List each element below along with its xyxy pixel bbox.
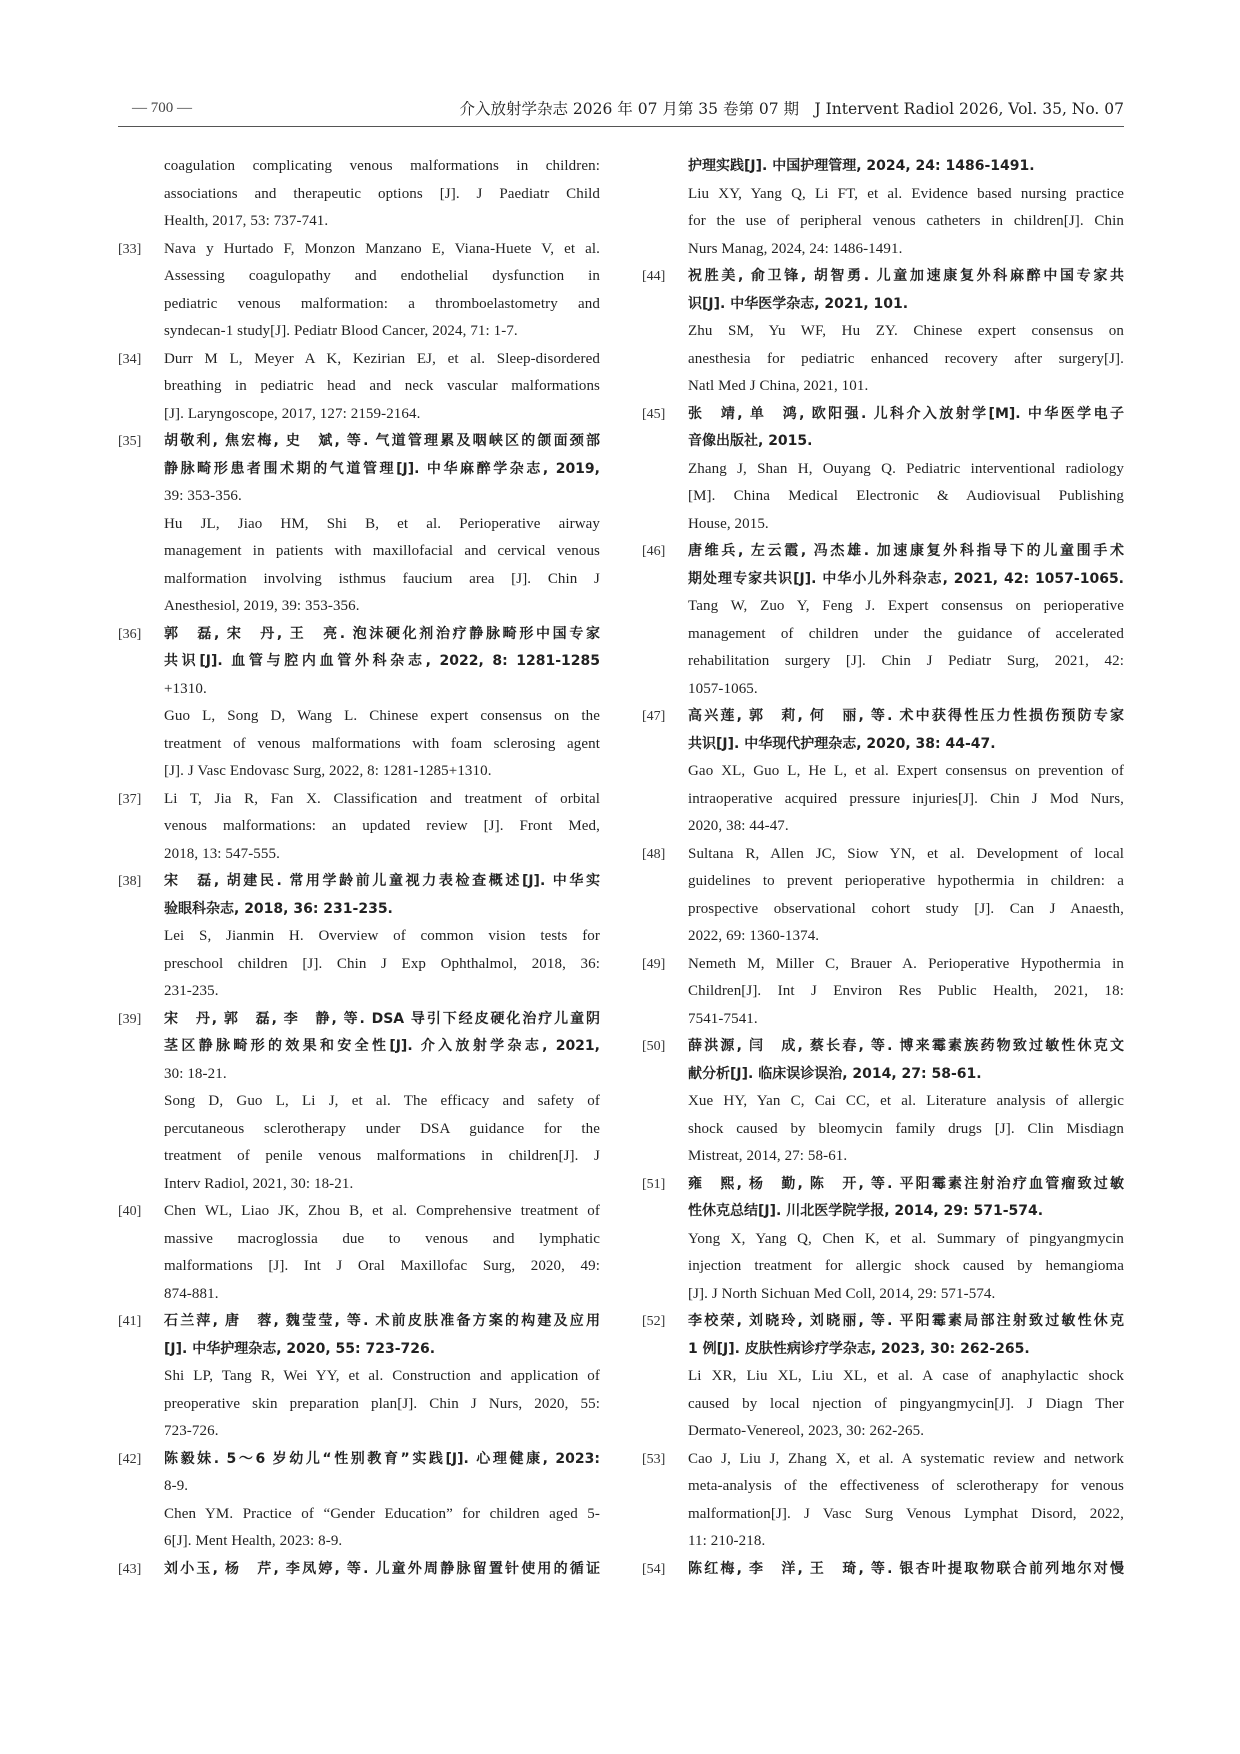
reference-number: [35]: [118, 434, 142, 449]
reference-text-line: 8-9.: [164, 1478, 189, 1494]
reference-text-line: treatment of venous malformations with foam sclerosing agent: [164, 735, 600, 752]
reference-entry: [118, 346, 600, 429]
reference-text-line: Tang W, Zuo Y, Feng J. Expert consensus on perioperative: [688, 598, 1124, 614]
reference-text-line: 2022, 69: 1360-1374.: [688, 928, 820, 944]
reference-number: [33]: [118, 241, 142, 257]
reference-text-line: 陈毅妹. 5～6 岁幼儿“性别教育”实践[J]. 心理健康, 2023:: [164, 1450, 600, 1467]
reference-text-line: 音像出版社, 2015.: [688, 433, 813, 449]
reference-text-line: 6[J]. Ment Health, 2023: 8-9.: [164, 1533, 343, 1549]
reference-text-line: Guo L, Song D, Wang L. Chinese expert consensus on the: [164, 708, 600, 724]
reference-text-line: 验眼科杂志, 2018, 36: 231-235.: [164, 900, 393, 917]
reference-text-line: 静脉畸形患者围术期的气道管理[J]. 中华麻醉学杂志, 2019,: [164, 460, 600, 477]
reference-text-line: Hu JL, Jiao HM, Shi B, et al. Perioperative airway: [164, 515, 600, 532]
reference-text-line: Zhang J, Shan H, Ouyang Q. Pediatric interventional radiology: [688, 460, 1124, 477]
reference-text-line: 共识[J]. 血管与腔内血管外科杂志, 2022, 8: 1281-1285: [164, 653, 600, 669]
reference-text-line: Nemeth M, Miller C, Brauer A. Perioperative Hypothermia in: [688, 955, 1124, 972]
reference-text-line: malformation[J]. J Vasc Surg Venous Lymphat Disord, 2022,: [688, 1505, 1124, 1522]
reference-text-line: 胡敬利, 焦宏梅, 史 斌, 等. 气道管理累及咽峡区的颌面颈部: [164, 433, 600, 449]
reference-text-line: [J]. J Vasc Endovasc Surg, 2022, 8: 1281-1285+1310.: [164, 763, 492, 779]
reference-text-line: 郭 磊, 宋 丹, 王 亮. 泡沫硬化剂治疗静脉畸形中国专家: [164, 625, 600, 642]
reference-number: [40]: [118, 1204, 142, 1219]
reference-text-line: 1057-1065.: [688, 680, 758, 697]
reference-text-line: treatment of penile venous malformations in children[J]. J: [164, 1148, 600, 1164]
reference-number: [39]: [118, 1011, 142, 1027]
reference-text-line: syndecan-1 study[J]. Pediatr Blood Cancer, 2024, 71: 1-7.: [164, 323, 518, 339]
reference-entry: [642, 538, 1124, 703]
reference-text-line: Children[J]. Int J Environ Res Public Health, 2021, 18:: [688, 983, 1124, 999]
reference-text-line: 刘小玉, 杨 芹, 李凤婷, 等. 儿童外周静脉留置针使用的循证: [164, 1560, 600, 1577]
reference-text-line: Zhu SM, Yu WF, Hu ZY. Chinese expert consensus on: [688, 323, 1124, 339]
reference-text-line: Interv Radiol, 2021, 30: 18-21.: [164, 1175, 354, 1192]
reference-text-line: rehabilitation surgery [J]. Chin J Pediatr Surg, 2021, 42:: [688, 653, 1124, 669]
reference-text-line: prospective observational cohort study [J]. Can J Anaesth,: [688, 900, 1124, 917]
reference-text-line: 张 靖, 单 鸿, 欧阳强. 儿科介入放射学[M]. 中华医学电子: [688, 405, 1124, 422]
reference-text-line: Chen YM. Practice of “Gender Education” for children aged 5-: [164, 1505, 600, 1522]
reference-entry: [642, 1308, 1124, 1446]
reference-entry: [642, 951, 1124, 1034]
reference-entry: [118, 1556, 600, 1584]
reference-number: [47]: [642, 709, 666, 724]
reference-text-line: 祝胜美, 俞卫锋, 胡智勇. 儿童加速康复外科麻醉中国专家共: [688, 268, 1124, 284]
reference-number: [36]: [118, 626, 142, 642]
reference-number: [38]: [118, 874, 142, 889]
reference-number: [49]: [642, 956, 666, 972]
reference-number: [53]: [642, 1451, 666, 1467]
reference-text-line: Lei S, Jianmin H. Overview of common vision tests for: [164, 928, 600, 944]
reference-text-line: 唐维兵, 左云霞, 冯杰雄. 加速康复外科指导下的儿童围手术: [688, 543, 1124, 559]
reference-text-line: 雍 熙, 杨 勤, 陈 开, 等. 平阳霉素注射治疗血管瘤致过敏: [688, 1175, 1124, 1192]
reference-entry: [642, 1556, 1124, 1584]
reference-entry: [642, 153, 1124, 263]
reference-entry: [642, 703, 1124, 841]
reference-text-line: 识[J]. 中华医学杂志, 2021, 101.: [688, 295, 909, 312]
reference-entry: [118, 621, 600, 786]
reference-text-line: 茎区静脉畸形的效果和安全性[J]. 介入放射学杂志, 2021,: [164, 1038, 600, 1054]
reference-entry: [118, 1446, 600, 1556]
reference-number: [42]: [118, 1451, 142, 1467]
reference-text-line: [J]. 中华护理杂志, 2020, 55: 723-726.: [164, 1340, 436, 1357]
reference-text-line: 薛洪源, 闫 成, 蔡长春, 等. 博来霉素族药物致过敏性休克文: [688, 1038, 1124, 1054]
reference-text-line: Health, 2017, 53: 737-741.: [164, 213, 329, 229]
reference-text-line: malformations [J]. Int J Oral Maxillofac Surg, 2020, 49:: [164, 1258, 600, 1274]
reference-text-line: 723-726.: [164, 1423, 219, 1439]
reference-text-line: 874-881.: [164, 1285, 219, 1302]
reference-text-line: anesthesia for pediatric enhanced recovery after surgery[J].: [688, 350, 1124, 367]
reference-text-line: Song D, Guo L, Li J, et al. The efficacy and safety of: [164, 1093, 600, 1109]
reference-entry: [642, 841, 1124, 951]
reference-text-line: Li T, Jia R, Fan X. Classification and treatment of orbital: [164, 790, 600, 807]
page-header: [118, 96, 1124, 127]
reference-number: [46]: [642, 544, 666, 559]
reference-text-line: 2018, 13: 547-555.: [164, 845, 280, 862]
reference-text-line: [J]. Laryngoscope, 2017, 127: 2159-2164.: [164, 405, 421, 422]
reference-entry: [118, 1198, 600, 1308]
reference-text-line: 11: 210-218.: [688, 1533, 766, 1549]
reference-text-line: 石兰萍, 唐 蓉, 魏莹莹, 等. 术前皮肤准备方案的构建及应用: [164, 1313, 600, 1329]
reference-text-line: meta-analysis of the effectiveness of sclerotherapy for venous: [688, 1478, 1124, 1494]
reference-number: [54]: [642, 1561, 666, 1577]
reference-text-line: Cao J, Liu J, Zhang X, et al. A systematic review and network: [688, 1450, 1124, 1467]
reference-text-line: 高兴莲, 郭 莉, 何 丽, 等. 术中获得性压力性损伤预防专家: [688, 708, 1124, 724]
reference-text-line: Chen WL, Liao JK, Zhou B, et al. Comprehensive treatment of: [164, 1203, 600, 1219]
reference-text-line: massive macroglossia due to venous and lymphatic: [164, 1230, 600, 1247]
reference-number: [44]: [642, 269, 666, 284]
reference-text-line: 宋 磊, 胡建民. 常用学龄前儿童视力表检查概述[J]. 中华实: [164, 873, 600, 889]
reference-text-line: 7541-7541.: [688, 1010, 758, 1027]
reference-text-line: 39: 353-356.: [164, 488, 242, 504]
reference-number: [43]: [118, 1561, 142, 1577]
reference-text-line: 期处理专家共识[J]. 中华小儿外科杂志, 2021, 42: 1057-1065.: [688, 570, 1124, 587]
reference-text-line: 30: 18-21.: [164, 1065, 227, 1082]
reference-text-line: malformation involving isthmus faucium area [J]. Chin J: [164, 570, 600, 587]
reference-text-line: management of children under the guidance of accelerated: [688, 625, 1124, 642]
reference-text-line: 性休克总结[J]. 川北医学院学报, 2014, 29: 571-574.: [688, 1203, 1044, 1219]
reference-entry: [118, 428, 600, 621]
reference-number: [41]: [118, 1314, 142, 1329]
reference-text-line: associations and therapeutic options [J]. J Paediatr Child: [164, 185, 600, 202]
reference-entry: [118, 868, 600, 1006]
reference-text-line: Assessing coagulopathy and endothelial dysfunction in: [164, 268, 600, 284]
reference-text-line: 护理实践[J]. 中国护理管理, 2024, 24: 1486-1491.: [688, 158, 1035, 174]
reference-text-line: Sultana R, Allen JC, Siow YN, et al. Development of local: [688, 845, 1124, 862]
reference-text-line: Shi LP, Tang R, Wei YY, et al. Construction and application of: [164, 1368, 600, 1384]
reference-text-line: preschool children [J]. Chin J Exp Ophthalmol, 2018, 36:: [164, 955, 600, 972]
reference-number: [50]: [642, 1039, 666, 1054]
reference-text-line: [M]. China Medical Electronic & Audiovisual Publishing: [688, 488, 1124, 504]
reference-text-line: 李校荣, 刘晓玲, 刘晓丽, 等. 平阳霉素局部注射致过敏性休克: [688, 1313, 1124, 1329]
reference-entry: [642, 1033, 1124, 1171]
reference-number: [37]: [118, 791, 142, 807]
reference-entry: [642, 401, 1124, 539]
reference-text-line: 共识[J]. 中华现代护理杂志, 2020, 38: 44-47.: [688, 735, 996, 752]
reference-text-line: [J]. J North Sichuan Med Coll, 2014, 29: 571-574.: [688, 1285, 996, 1302]
reference-text-line: 2020, 38: 44-47.: [688, 818, 789, 834]
reference-entry: [118, 236, 600, 346]
reference-entry: [118, 153, 600, 236]
reference-text-line: Li XR, Liu XL, Liu XL, et al. A case of anaphylactic shock: [688, 1368, 1124, 1384]
reference-text-line: Xue HY, Yan C, Cai CC, et al. Literature analysis of allergic: [688, 1093, 1124, 1109]
reference-text-line: caused by local njection of pingyangmycin[J]. J Diagn Ther: [688, 1395, 1124, 1412]
reference-text-line: shock caused by bleomycin family drugs [J]. Clin Misdiagn: [688, 1120, 1124, 1137]
reference-entry: [118, 1308, 600, 1446]
reference-text-line: Anesthesiol, 2019, 39: 353-356.: [164, 598, 360, 614]
reference-text-line: Nava y Hurtado F, Monzon Manzano E, Viana-Huete V, et al.: [164, 240, 600, 257]
reference-text-line: breathing in pediatric head and neck vascular malformations: [164, 378, 600, 394]
reference-text-line: Gao XL, Guo L, He L, et al. Expert consensus on prevention of: [688, 763, 1124, 779]
reference-text-line: 献分析[J]. 临床误诊误治, 2014, 27: 58-61.: [688, 1065, 982, 1082]
reference-entry: [642, 263, 1124, 401]
reference-number: [48]: [642, 846, 666, 862]
reference-number: [51]: [642, 1176, 666, 1192]
reference-text-line: management in patients with maxillofacial and cervical venous: [164, 543, 600, 559]
reference-text-line: 陈红梅, 李 洋, 王 琦, 等. 银杏叶提取物联合前列地尔对慢: [688, 1560, 1124, 1577]
page-number: — 700 —: [132, 100, 192, 116]
reference-text-line: guidelines to prevent perioperative hypothermia in children: a: [688, 873, 1124, 889]
reference-number: [45]: [642, 406, 666, 422]
journal-running-title: 介入放射学杂志 2026 年 07 月第 35 卷第 07 期 J Intervent Radiol 2026, Vol. 35, No. 07: [459, 100, 1124, 118]
reference-entry: [642, 1446, 1124, 1556]
reference-text-line: Natl Med J China, 2021, 101.: [688, 378, 869, 394]
reference-text-line: Durr M L, Meyer A K, Kezirian EJ, et al. Sleep-disordered: [164, 350, 600, 367]
reference-text-line: Yong X, Yang Q, Chen K, et al. Summary of pingyangmycin: [688, 1230, 1124, 1247]
reference-entry: [118, 1006, 600, 1199]
references-right-column: [642, 153, 1124, 1583]
reference-text-line: Mistreat, 2014, 27: 58-61.: [688, 1148, 848, 1164]
reference-text-line: pediatric venous malformation: a thromboelastometry and: [164, 295, 600, 312]
reference-text-line: Nurs Manag, 2024, 24: 1486-1491.: [688, 240, 903, 257]
reference-text-line: 231-235.: [164, 983, 219, 999]
reference-text-line: intraoperative acquired pressure injuries[J]. Chin J Mod Nurs,: [688, 790, 1124, 807]
reference-text-line: 1 例[J]. 皮肤性病诊疗学杂志, 2023, 30: 262-265.: [688, 1340, 1030, 1357]
reference-text-line: percutaneous sclerotherapy under DSA guidance for the: [164, 1120, 600, 1137]
references-left-column: [118, 153, 600, 1583]
reference-text-line: +1310.: [164, 680, 207, 697]
reference-text-line: injection treatment for allergic shock caused by hemangioma: [688, 1258, 1124, 1274]
reference-text-line: Dermato-Venereol, 2023, 30: 262-265.: [688, 1423, 925, 1439]
reference-entry: [118, 786, 600, 869]
reference-number: [52]: [642, 1314, 666, 1329]
reference-text-line: preoperative skin preparation plan[J]. Chin J Nurs, 2020, 55:: [164, 1395, 600, 1412]
reference-text-line: Liu XY, Yang Q, Li FT, et al. Evidence based nursing practice: [688, 185, 1124, 202]
reference-text-line: 宋 丹, 郭 磊, 李 静, 等. DSA 导引下经皮硬化治疗儿童阴: [164, 1010, 600, 1027]
reference-entry: [642, 1171, 1124, 1309]
reference-text-line: House, 2015.: [688, 515, 769, 532]
reference-text-line: venous malformations: an updated review [J]. Front Med,: [164, 818, 600, 834]
reference-number: [34]: [118, 351, 142, 367]
reference-text-line: for the use of peripheral venous catheters in children[J]. Chin: [688, 213, 1124, 229]
reference-text-line: coagulation complicating venous malformations in children:: [164, 158, 600, 174]
